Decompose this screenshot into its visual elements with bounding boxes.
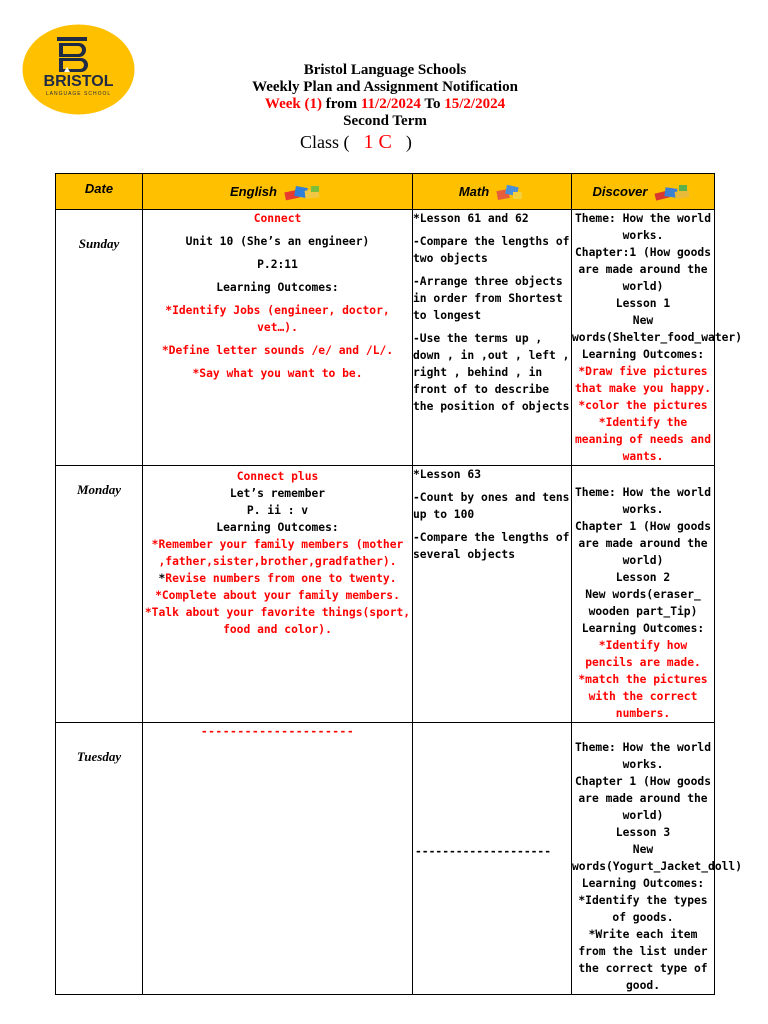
english-line: *Define letter sounds /e/ and /L/. <box>161 344 394 357</box>
discover-line: Chapter 1 (How goods are made around the world) <box>574 520 712 567</box>
school-name: Bristol Language Schools <box>303 62 467 78</box>
discover-line: *Identify the types of goods. <box>578 894 708 924</box>
discover-line: *Identify how pencils are made. <box>585 639 701 669</box>
math-cell-sunday <box>413 210 572 466</box>
math-line: -Use the terms up , down , in ,out , left , right , behind , in front of to describe the position of objects <box>413 332 570 413</box>
english-line: Let’s remember <box>229 487 326 500</box>
class-label: Class ( <box>300 132 350 152</box>
english-line: *Say what you want to be. <box>192 367 363 380</box>
english-line: P. ii : v <box>246 504 309 517</box>
discover-line: Theme: How the world works. <box>574 486 712 516</box>
from-date: 11/2/2024 <box>360 96 421 112</box>
discover-line: Learning Outcomes: <box>581 348 705 361</box>
stacked-books-icon <box>653 183 693 201</box>
discover-line: Lesson 1 <box>615 297 671 310</box>
plan-title: Weekly Plan and Assignment Notification <box>252 79 518 95</box>
english-line: Connect plus <box>236 470 319 483</box>
english-line: Connect <box>253 212 302 225</box>
english-line <box>143 570 412 587</box>
from-word: from <box>325 96 358 112</box>
english-line: *Identify Jobs (engineer, doctor, vet…). <box>165 304 390 334</box>
discover-line: Chapter:1 (How goods are made around the world) <box>574 246 712 293</box>
discover-line: Learning Outcomes: <box>581 622 705 635</box>
discover-line: *match the pictures with the correct numbers. <box>578 673 708 720</box>
week-label: Week (1) <box>264 96 322 112</box>
bristol-logo <box>22 24 135 115</box>
discover-line: *Draw five pictures that make you happy. <box>574 365 712 395</box>
logo-subtitle: LANGUAGE SCHOOL <box>45 91 112 97</box>
bullet-text: Revise numbers from one to twenty. <box>165 572 397 585</box>
discover-line: *Write each item from the list under the correct type of good. <box>578 928 708 992</box>
day-cell: Sunday <box>56 210 143 466</box>
to-word: To <box>424 96 441 112</box>
discover-cell-monday <box>572 466 715 723</box>
english-line: Learning Outcomes: <box>216 281 339 294</box>
column-header-english: English <box>143 174 413 210</box>
class-value: 1 C <box>363 131 392 153</box>
discover-line: Lesson 3 <box>615 826 671 839</box>
discover-line: *color the pictures <box>578 399 708 412</box>
to-date: 15/2/2024 <box>444 96 506 112</box>
math-line: -Count by ones and tens up to 100 <box>413 491 570 521</box>
english-line: *Remember your family members (mother ,father,sister,brother,gradfather). <box>151 538 404 568</box>
day-cell: Monday <box>56 466 143 723</box>
math-dashes: -------------------- <box>415 845 552 858</box>
logo-name: BRISTOL <box>43 73 114 90</box>
english-line: *Talk about your favorite things(sport, food and color). <box>144 606 411 636</box>
math-books-icon <box>495 183 525 201</box>
discover-line: *Identify the meaning of needs and wants. <box>574 416 712 463</box>
english-line: *Complete about your family members. <box>155 589 400 602</box>
bullet-prefix: * <box>158 572 166 585</box>
discover-line: New words(eraser_ wooden part_Tip) <box>585 588 701 618</box>
discover-line: Theme: How the world works. <box>574 741 712 771</box>
discover-line: New words(Shelter_food_water) <box>572 314 743 344</box>
english-dashes: --------------------- <box>200 725 355 738</box>
class-close: ) <box>405 132 412 152</box>
math-cell-monday <box>413 466 572 723</box>
row-sunday <box>56 210 715 466</box>
discover-line: Learning Outcomes: <box>581 877 705 890</box>
english-cell-tuesday <box>143 723 413 995</box>
math-line: *Lesson 61 and 62 <box>413 212 529 225</box>
math-cell-tuesday <box>413 723 572 995</box>
books-icon <box>283 183 325 201</box>
weekly-plan-table <box>55 173 743 995</box>
class-line <box>300 131 470 154</box>
column-header-discover: Discover <box>572 174 715 210</box>
day-cell: Tuesday <box>56 723 143 995</box>
discover-line: New words(Yogurt_Jacket_doll) <box>572 843 743 873</box>
math-line: *Lesson 63 <box>413 468 482 481</box>
discover-cell-tuesday <box>572 723 743 995</box>
math-line: -Compare the lengths of two objects <box>413 235 570 265</box>
discover-line: Lesson 2 <box>615 571 671 584</box>
discover-line: Chapter 1 (How goods are made around the world) <box>574 775 712 822</box>
english-cell-sunday <box>143 210 413 466</box>
column-header-math: Math <box>413 174 572 210</box>
english-line: P.2:11 <box>257 258 298 271</box>
math-line: -Compare the lengths of several objects <box>413 531 570 561</box>
week-line <box>180 96 590 113</box>
table-header-row <box>56 174 715 210</box>
english-line: Unit 10 (She’s an engineer) <box>185 235 370 248</box>
row-monday <box>56 466 715 723</box>
math-line: -Arrange three objects in order from Shortest to longest <box>413 275 563 322</box>
row-tuesday <box>56 723 715 995</box>
column-header-date: Date <box>56 174 143 210</box>
term-line: Second Term <box>343 113 427 129</box>
english-line: Learning Outcomes: <box>216 521 339 534</box>
discover-line: Theme: How the world works. <box>574 212 712 242</box>
english-cell-monday <box>143 466 413 723</box>
discover-cell-sunday <box>572 210 743 466</box>
